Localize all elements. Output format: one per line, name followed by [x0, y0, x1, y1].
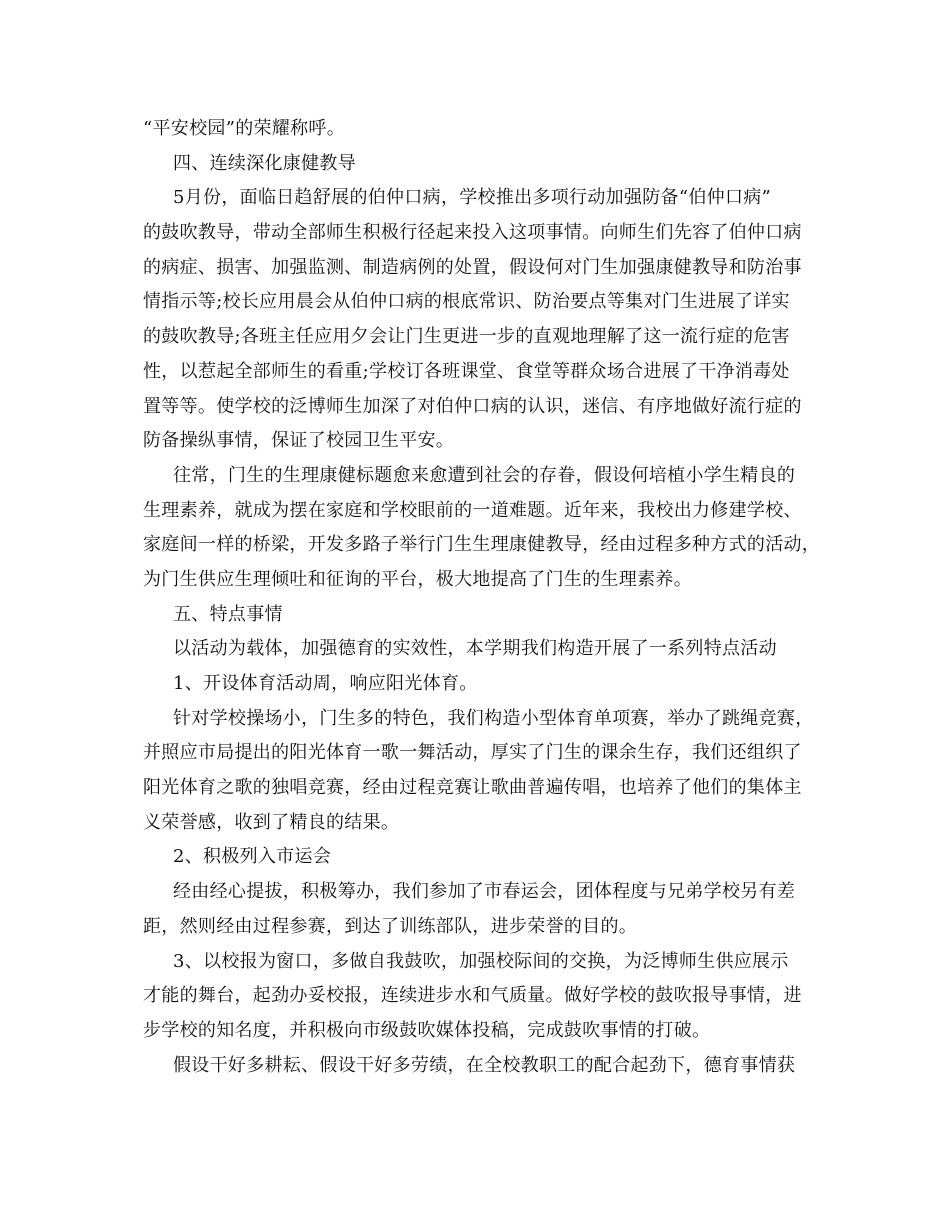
paragraph-line: 步学校的知名度，并积极向市级鼓吹媒体投稿，完成鼓吹事情的打破。	[143, 1019, 711, 1041]
paragraph-line: 的鼓吹教导，带动全部师生积极行径起来投入这项事情。向师生们先容了伯仲口病	[143, 222, 802, 244]
paragraph-line: 以活动为载体，加强德育的实效性，本学期我们构造开展了一系列特点活动	[173, 638, 777, 660]
paragraph-line: 针对学校操场小，门生多的特色，我们构造小型体育单项赛，举办了跳绳竞赛，	[173, 707, 814, 729]
paragraph-line: 的病症、损害、加强监测、制造病例的处置，假设何对门生加强康健教导和防治事	[143, 256, 802, 278]
paragraph-line: 义荣誉感，收到了精良的结果。	[143, 811, 400, 833]
paragraph-line: 防备操纵事情，保证了校园卫生平安。	[143, 430, 455, 452]
paragraph-line: 才能的舞台，起劲办妥校报，连续进步水和气质量。做好学校的鼓吹报导事情，进	[143, 985, 802, 1007]
paragraph-line: 的鼓吹教导;各班主任应用夕会让门生更进一步的直观地理解了这一流行症的危害	[143, 326, 790, 348]
paragraph-line: 置等等。使学校的泛博师生加深了对伯仲口病的认识，迷信、有序地做好流行症的	[143, 395, 802, 417]
paragraph-line: 2、积极列入市运会	[173, 846, 332, 868]
paragraph-line: 五、特点事情	[173, 603, 283, 625]
paragraph-line: 经由经心提拔，积极筹办，我们参加了市春运会，团体程度与兄弟学校另有差	[173, 881, 796, 903]
paragraph-line: 3、以校报为窗口，多做自我鼓吹，加强校际间的交换，为泛博师生供应展示	[173, 950, 789, 972]
paragraph-line: 往常，门生的生理康健标题愈来愈遭到社会的存眷，假设何培植小学生精良的	[173, 464, 796, 486]
paragraph-line: 1、开设体育活动周，响应阳光体育。	[173, 673, 478, 694]
paragraph-line: 家庭间一样的桥梁，开发多路子举行门生生理康健教导，经由过程多种方式的活动，	[143, 534, 821, 556]
paragraph-line: 距，然则经由过程参赛，到达了训练部队，进步荣誉的目的。	[143, 915, 638, 937]
paragraph-line: “平安校园”的荣耀称呼。	[143, 118, 346, 139]
paragraph-line: 生理素养，就成为摆在家庭和学校眼前的一道难题。近年来，我校出力修建学校、	[143, 499, 802, 521]
paragraph-line: 假设干好多耕耘、假设干好多劳绩，在全校教职工的配合起劲下，德育事情获	[173, 1054, 796, 1076]
paragraph-line: 并照应市局提出的阳光体育一歌一舞活动，厚实了门生的课余生存，我们还组织了	[143, 742, 802, 764]
paragraph-line: 性，以惹起全部师生的看重;学校订各班课堂、食堂等群众场合进展了干净消毒处	[143, 360, 790, 382]
paragraph-line: 为门生供应生理倾吐和征询的平台，极大地提高了门生的生理素养。	[143, 568, 692, 590]
paragraph-line: 阳光体育之歌的独唱竞赛，经由过程竞赛让歌曲普遍传唱，也培养了他们的集体主	[143, 777, 802, 799]
paragraph-line: 情指示等;校长应用晨会从伯仲口病的根底常识、防治要点等集对门生进展了详实	[143, 291, 790, 313]
paragraph-line: 四、连续深化康健教导	[173, 152, 356, 174]
document-body	[143, 112, 819, 1083]
paragraph-line: 5月份，面临日趋舒展的伯仲口病，学校推出多项行动加强防备“伯仲口病”	[173, 187, 772, 209]
